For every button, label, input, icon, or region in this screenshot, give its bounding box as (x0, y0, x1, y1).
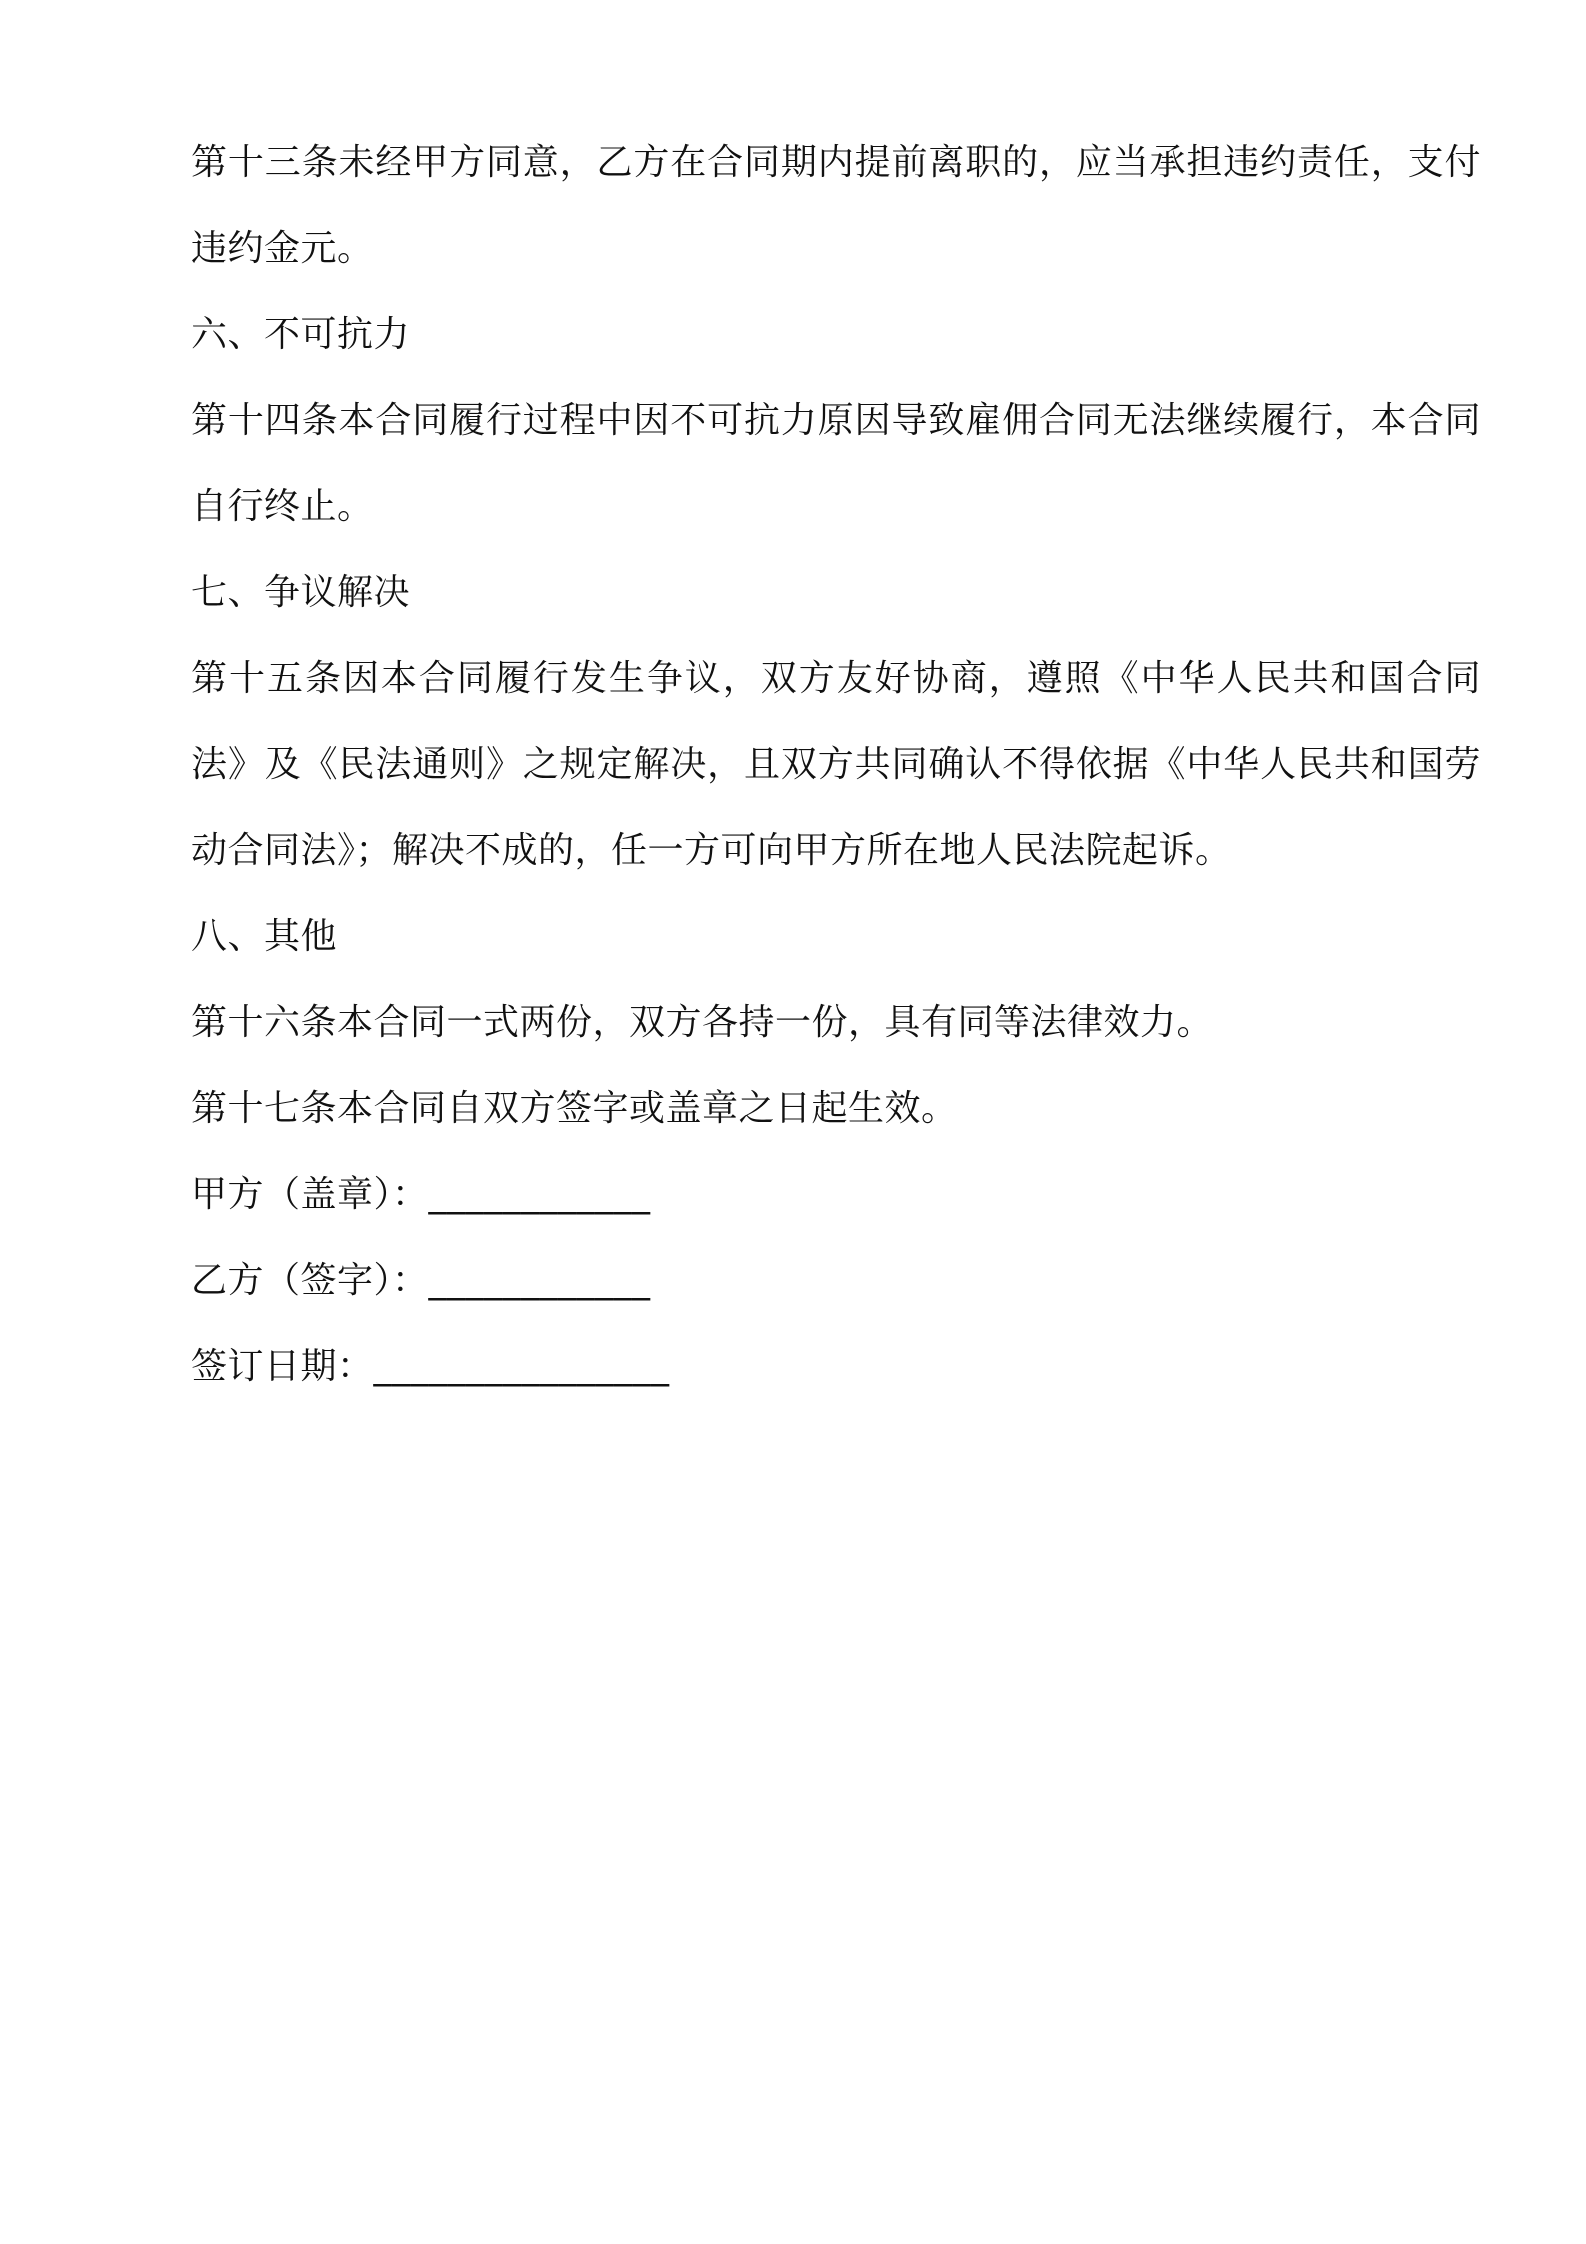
section-7-heading: 七、争议解决 (191, 572, 411, 613)
sign-date-line: 签订日期：________________ (191, 1346, 670, 1387)
party-a-seal-line: 甲方（盖章）：____________ (191, 1174, 651, 1215)
party-b-signature-line: 乙方（签字）：____________ (191, 1260, 651, 1301)
article-13: 第十三条未经甲方同意，乙方在合同期内提前离职的，应当承担违约责任，支付违约金元。 (191, 142, 1481, 269)
article-16: 第十六条本合同一式两份，双方各持一份，具有同等法律效力。 (191, 1002, 1214, 1043)
article-14: 第十四条本合同履行过程中因不可抗力原因导致雇佣合同无法继续履行，本合同自行终止。 (191, 400, 1481, 527)
document-body (191, 120, 1481, 1410)
section-8-heading: 八、其他 (191, 916, 338, 957)
article-15: 第十五条因本合同履行发生争议，双方友好协商，遵照《中华人民共和国合同法》及《民法通则》之规定解决，且双方共同确认不得依据《中华人民共和国劳动合同法》；解决不成的，任一方可向甲方所在地人民法院起诉。 (191, 658, 1481, 871)
article-17: 第十七条本合同自双方签字或盖章之日起生效。 (191, 1088, 958, 1129)
section-6-heading: 六、不可抗力 (191, 314, 411, 355)
